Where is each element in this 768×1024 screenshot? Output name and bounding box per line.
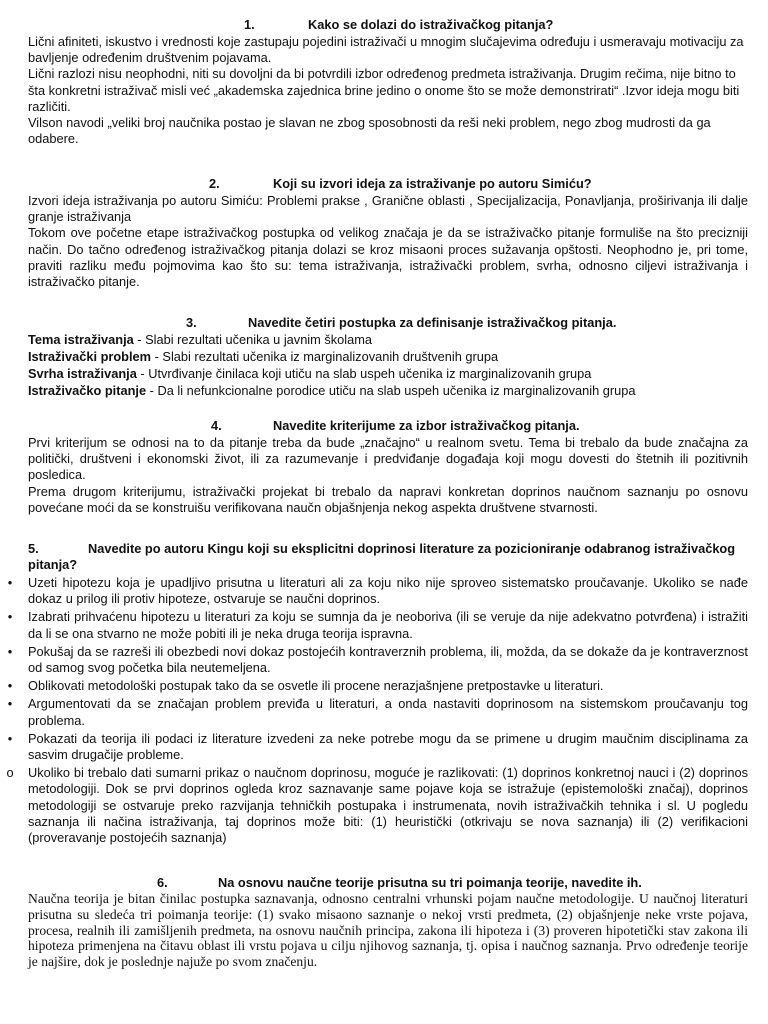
section-number: 6. xyxy=(157,875,168,890)
section-title: Kako se dolazi do istraživačkog pitanja? xyxy=(308,17,554,32)
section-title: Navedite po autoru Kingu koji su eksplicitni doprinosi literature za pozicioniranje odabranog istraživačkog pitanja? xyxy=(28,541,736,573)
list-item xyxy=(7,575,748,607)
definition-term: Istraživačko pitanje xyxy=(28,383,147,398)
section-title: Koji su izvori ideja za istraživanje po autoru Simiću? xyxy=(273,176,592,191)
paragraph: Vilson navodi „veliki broj naučnika postao je slavan ne zbog sposobnosti da reši neki problem, nego zbog mudrosti da ga odabere. xyxy=(28,115,711,147)
paragraph: Prema drugom kriterijumu, istraživački projekat bi trebalo da napravi konkretan doprinos naučnom saznanju po osnovu povećane moći da se konstruišu verifikovana naučn objašnjenja nekog aspekta društvene stvarnosti. xyxy=(28,483,748,515)
paragraph: Tokom ove početne etape istraživačkog postupka od velikog značaja je da se istraživačko pitanje formuliše na što precizniji način. Do tačno određenog istraživačkog pitanja dolazi se kroz misaoni proces sužavanja opštosti. Neophodno je, pri tome, praviti razliku među pojmovima kao što su: tema istraživanja, istraživački problem, svrha, odnosno ciljevi istraživanja i istraživačko pitanje. xyxy=(28,225,748,290)
list-item xyxy=(7,678,748,694)
definition-item xyxy=(28,383,748,399)
definition-item xyxy=(28,366,748,382)
list-item xyxy=(7,730,748,763)
bullet-mark: • xyxy=(7,643,13,659)
list-item-text: Uzeti hipotezu koja je upadljivo prisutna u literaturi ali za koju niko nije sproveo sistematsko proučavanje. Ukoliko se nađe dokaz u prilog ili protiv hipoteze, ostvaruje se naučni doprinos. xyxy=(28,575,748,607)
section-1-body xyxy=(28,34,748,147)
definition-text: - Slabi rezultati učenika u javnim školama xyxy=(133,332,373,347)
definition-item xyxy=(28,332,748,348)
section-number: 2. xyxy=(209,176,220,191)
paragraph: Lični razlozi nisu neophodni, niti su dovoljni da bi potvrdili izbor određenog predmeta istraživanja. Drugim rečima, nije bitno to šta konkretni istraživač misli već „akademska zajednica brine jedino o onome što se može demonstrirati“ .Izvor ideja mogu biti različiti. xyxy=(28,66,740,114)
list-item-text: Oblikovati metodološki postupak tako da se osvetle ili procene nerazjašnjene pretpostavke u literaturi. xyxy=(28,678,604,694)
section-number: 3. xyxy=(186,315,197,330)
section-6-body xyxy=(28,891,748,970)
list-item xyxy=(7,643,748,676)
list-item-text: Pokušaj da se razreši ili obezbedi novi dokaz postojećih kontraverznih problema, ili, možda, da se dokaže da je kontraverznost od samog svog početka bila neutemeljena. xyxy=(28,643,748,676)
list-item-text: Pokazati da teorija ili podaci iz literature izvedeni za neke potrebe mogu da se primene u drugim maučnim disciplinama za sasvim drugačije probleme. xyxy=(28,730,748,763)
bullet-mark: o xyxy=(6,765,14,781)
definition-text: - Da li nefunkcionalne porodice utiču na slab uspeh učenika iz marginalizovanih grupa xyxy=(146,383,636,398)
bullet-mark: • xyxy=(7,696,13,712)
list-item xyxy=(7,609,748,641)
list-item-text: Ukoliko bi trebalo dati sumarni prikaz o naučnom doprinosu, moguće je razlikovati: (1) doprinos konkretnoj nauci i (2) doprinos metodologiji. Dok se prvi doprinos ogleda kroz saznavanje same pojave koja se istražuje (epistemološki značaj), doprinos metodologiji se ostvaruje preko razvijanja tehničkih postupaka i instrumenata, novih istraživačkih tehnika i sl. U pogledu saznanja ili načina istraživanja, taj doprinos može biti: (1) heuristički (otkrivaju se nova saznanja) ili (2) verifikacioni (proveravanje postojećih saznanja) xyxy=(28,765,748,846)
definition-text: - Utvrđivanje činilaca koji utiču na slab uspeh učenika iz marginalizovanih grupa xyxy=(136,366,592,381)
bullet-mark: • xyxy=(7,609,13,625)
section-title: Navedite četiri postupka za definisanje istraživačkog pitanja. xyxy=(248,315,617,330)
bullet-mark: • xyxy=(7,730,13,746)
list-item-text: Izabrati prihvaćenu hipotezu u literaturi za koju se sumnja da je neoboriva (ili se veruje da nije adekvatno potvrđena) i istražiti da li se ona stvarno ne može pobiti ili je neka druga teorija ispravna. xyxy=(28,609,748,641)
section-5-list xyxy=(6,575,748,848)
paragraph: Izvori ideja istraživanja po autoru Simiću: Problemi prakse , Granične oblasti , Specijalizacija, Ponavljanja, proširivanja ili dalje granje istraživanja xyxy=(28,193,748,225)
section-number: 1. xyxy=(244,17,255,32)
definition-term: Istraživački problem xyxy=(28,349,152,364)
bullet-mark: • xyxy=(7,678,13,694)
list-item xyxy=(7,696,748,728)
paragraph: Prvi kriterijum se odnosi na to da pitanje treba da bude „značajno“ u realnom svetu. Tema bi trebalo da bude značajna za politički, društveni i ekonomski život, ili za razumevanje i predviđanje događaja koji mogu dovesti do štetnih ili pozitivnih posledica. xyxy=(28,435,748,483)
definition-term: Tema istraživanja xyxy=(28,332,134,347)
definition-term: Svrha istraživanja xyxy=(28,366,137,381)
paragraph: Lični afiniteti, iskustvo i vrednosti koje zastupaju pojedini istraživači u mnogim slučajevima određuju i usmeravaju motivaciju za bavljenje određenim društvenim pojavama. xyxy=(28,34,744,66)
section-title: Navedite kriterijume za izbor istraživačkog pitanja. xyxy=(273,418,580,433)
paragraph: Naučna teorija je bitan činilac postupka saznavanja, odnosno centralni vrhunski pojam naučne metodologije. U naučnoj literaturi prisutna su sledeća tri poimanja teorije: (1) svako misaono saznanje o nekoj vrsti predmeta, (2) objašnjenje neke vrste pojava, procesa, realnih ili zamišljenih predmeta, na osnovu naučnih principa, zakona ili hipoteza i (3) proveren hipotetički stav zakona ili hipoteza primenjena na čitavu oblast ili vrstu pojava u cilju njihovog saznanja, tj. opisa i naučnog saznanja. Prvo određenje teorije je najšire, dok je poslednje najuže po svom značenju. xyxy=(28,891,748,970)
definition-text: - Slabi rezultati učenika iz marginalizovanih društvenih grupa xyxy=(151,349,499,364)
section-2-body xyxy=(28,193,748,290)
section-4-body xyxy=(28,435,748,516)
list-item xyxy=(6,765,748,846)
section-number: 5. xyxy=(28,541,39,556)
section-number: 4. xyxy=(211,418,222,433)
section-title: Na osnovu naučne teorije prisutna su tri poimanja teorije, navedite ih. xyxy=(218,875,642,890)
bullet-mark: • xyxy=(7,575,13,590)
section-5-heading xyxy=(28,541,748,573)
definition-item xyxy=(28,349,748,365)
list-item-text: Argumentovati da se značajan problem previđa u literaturi, a onda nastaviti doprinosom na sistemskom proučavanju tog problema. xyxy=(28,696,748,728)
